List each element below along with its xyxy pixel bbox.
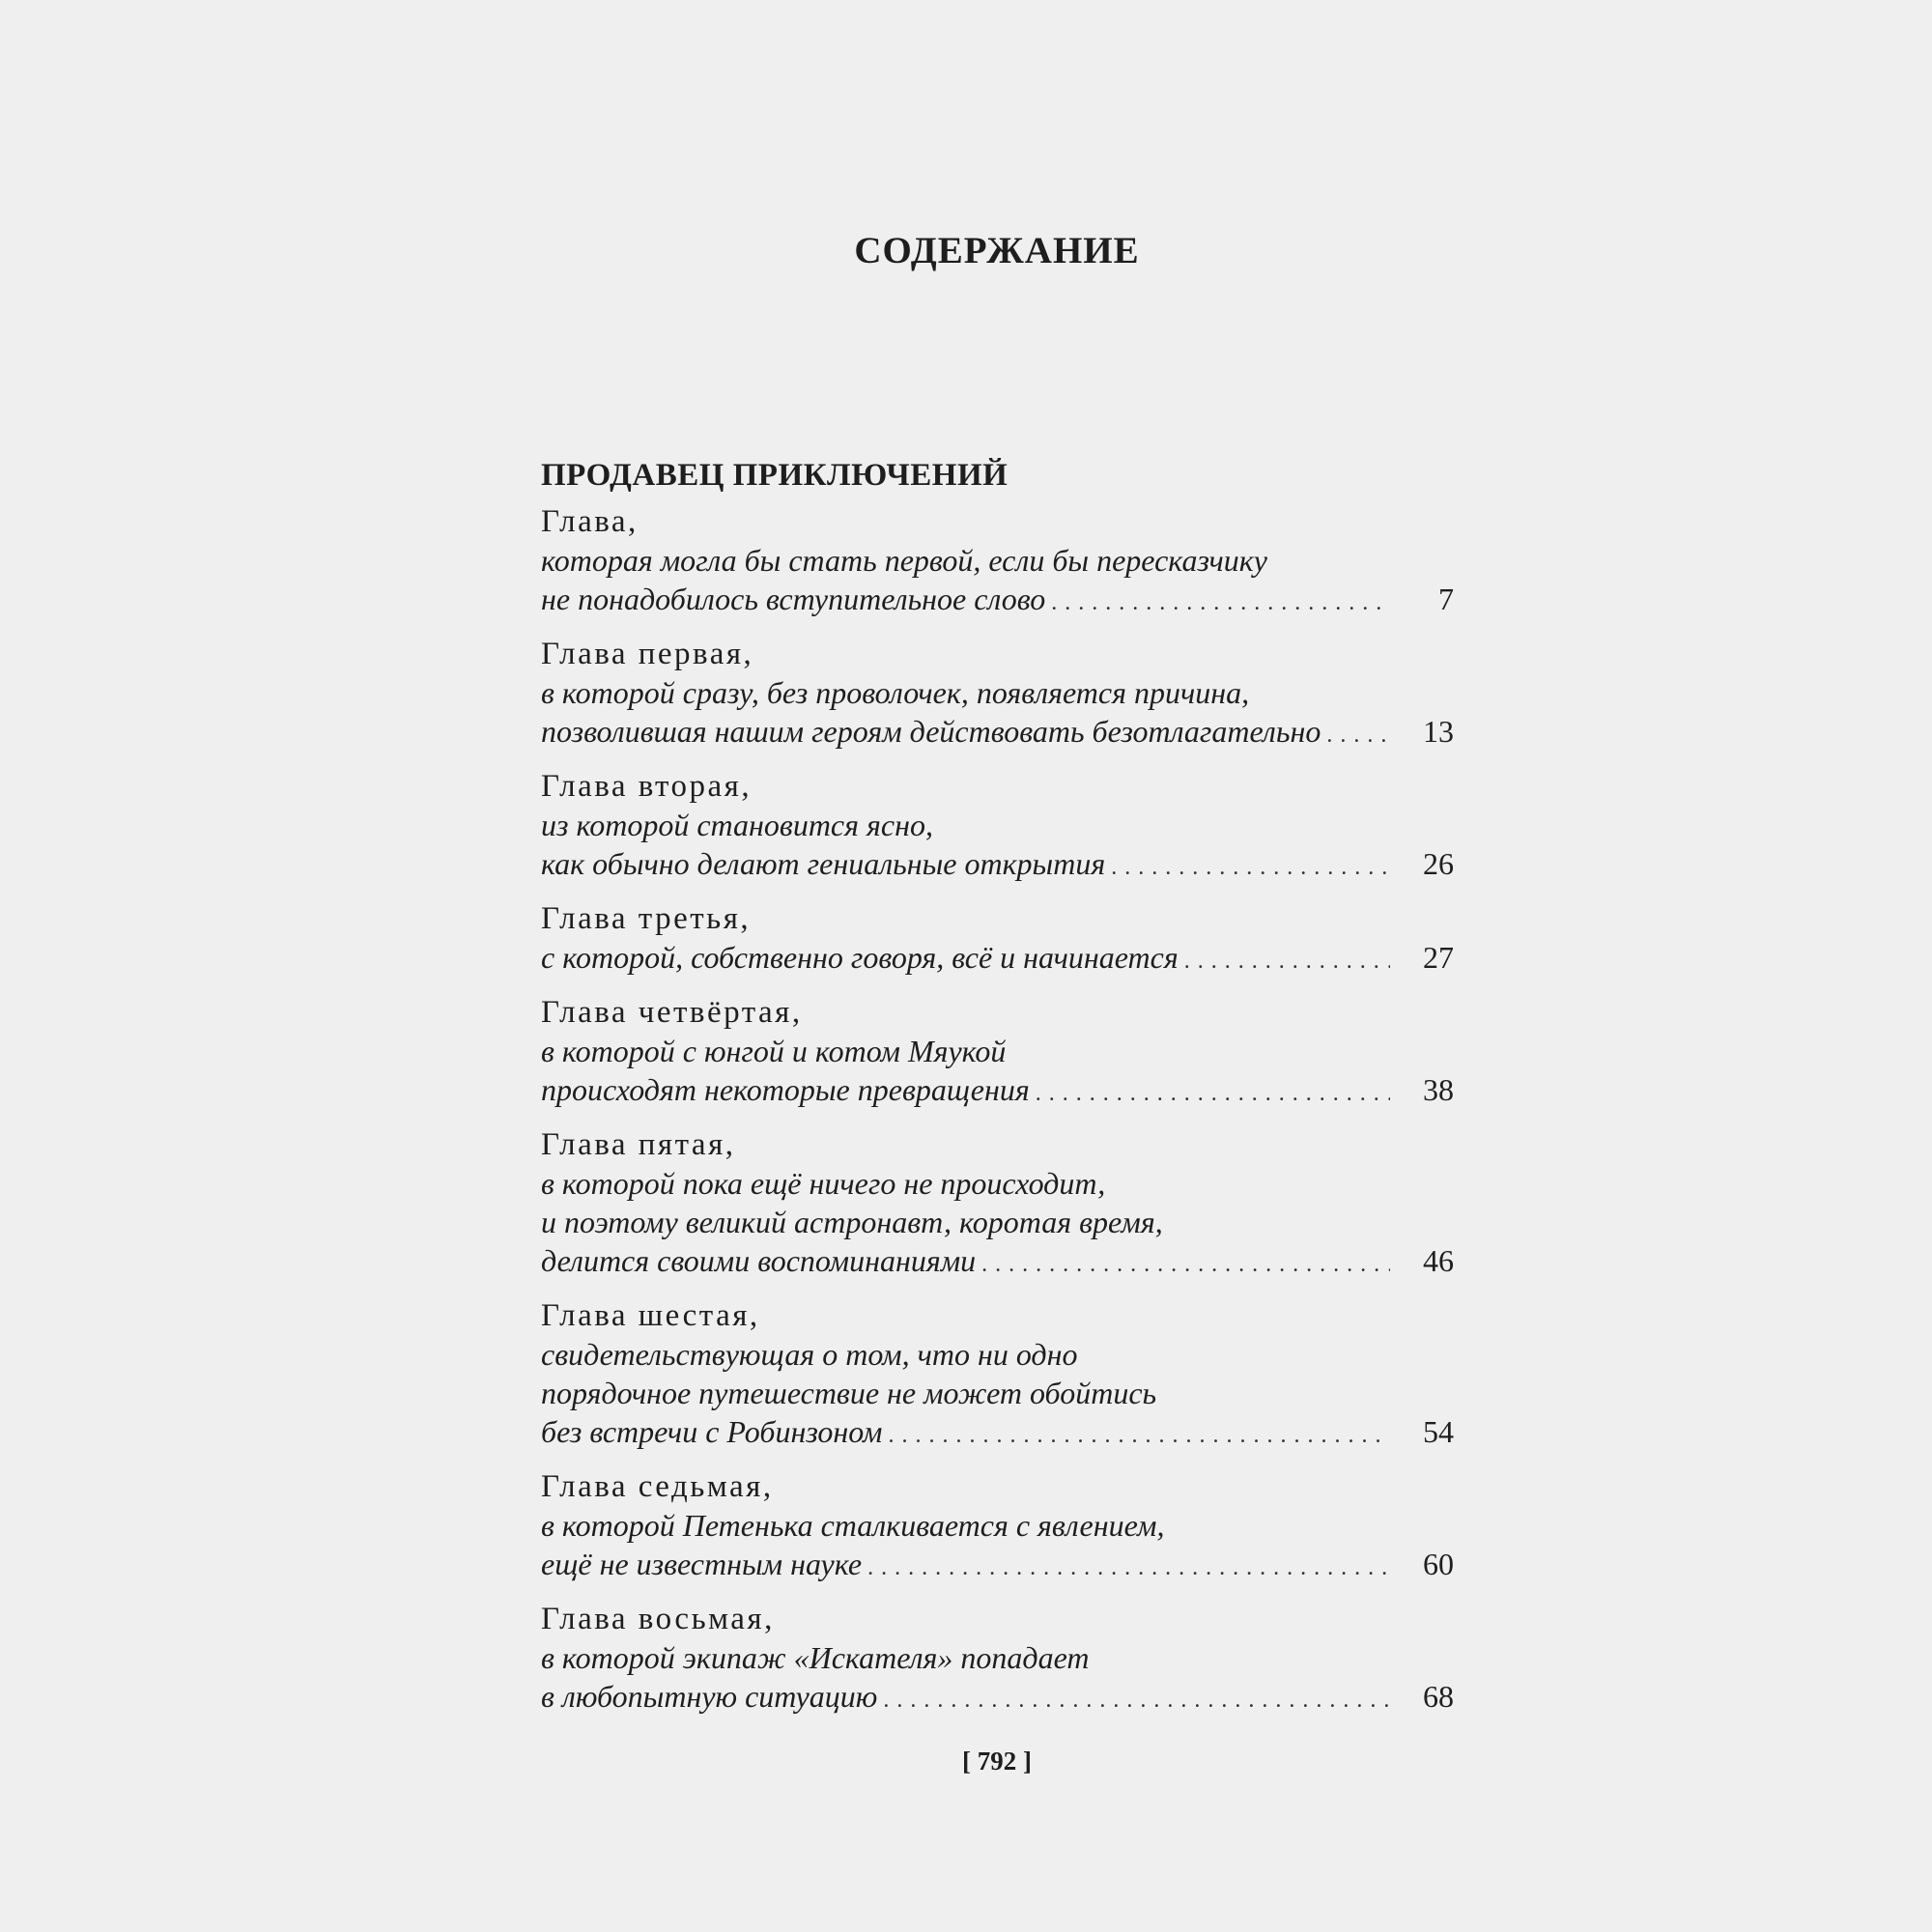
chapter-name: Глава четвёртая, (541, 995, 803, 1030)
table-of-contents (541, 454, 1454, 1732)
toc-entry[interactable] (541, 1600, 1454, 1719)
dot-leader (1184, 942, 1390, 980)
chapter-name: Глава вторая, (541, 769, 753, 804)
chapter-description-line: с которой, собственно говоря, всё и начинается (541, 940, 1179, 975)
chapter-description-line: не понадобилось вступительное слово (541, 582, 1046, 616)
chapter-last-line (541, 580, 1454, 622)
section-title: ПРОДАВЕЦ ПРИКЛЮЧЕНИЙ (541, 458, 1009, 493)
chapter-name: Глава седьмая, (541, 1469, 774, 1504)
toc-entry[interactable] (541, 1296, 1454, 1455)
chapter-description-line: ещё не известным науке (541, 1547, 863, 1581)
dot-leader (1036, 1074, 1390, 1113)
chapter-description-line: происходят некоторые превращения (541, 1072, 1030, 1107)
chapter-name: Глава первая, (541, 637, 754, 671)
chapter-description-line: позволившая нашим героям действовать безотлагательно (541, 714, 1321, 749)
page-number-folio: [ 792 ] (962, 1747, 1032, 1776)
toc-entry[interactable] (541, 767, 1454, 887)
toc-entry[interactable] (541, 635, 1454, 754)
page-number: 7 (1438, 582, 1454, 616)
chapter-description-line: в которой сразу, без проволочек, появляется причина, (541, 675, 1250, 710)
page-number: 46 (1423, 1243, 1454, 1278)
toc-entry[interactable] (541, 502, 1454, 622)
chapter-name: Глава, (541, 504, 639, 539)
chapter-last-line (541, 1070, 1454, 1113)
chapter-description-line: свидетельствующая о том, что ни одно (541, 1337, 1078, 1372)
dot-leader (888, 1416, 1390, 1455)
chapter-last-line (541, 712, 1454, 754)
toc-entry[interactable] (541, 1467, 1454, 1587)
chapter-description-line: и поэтому великий астронавт, коротая время, (541, 1205, 1163, 1239)
chapter-description-line: в которой с юнгой и котом Мяукой (541, 1034, 1007, 1068)
dot-leader (883, 1681, 1390, 1719)
chapter-description-line: делится своими воспоминаниями (541, 1243, 977, 1278)
page-number: 54 (1423, 1414, 1454, 1449)
chapter-last-line (541, 1241, 1454, 1284)
dot-leader (981, 1245, 1390, 1284)
toc-entry[interactable] (541, 993, 1454, 1113)
dot-leader (867, 1548, 1390, 1587)
chapter-description-line: в любопытную ситуацию (541, 1679, 878, 1714)
chapter-description-line: без встречи с Робинзоном (541, 1414, 883, 1449)
chapter-last-line (541, 938, 1454, 980)
toc-entry[interactable] (541, 1125, 1454, 1284)
chapter-name: Глава шестая, (541, 1298, 760, 1333)
chapter-description-line: порядочное путешествие не может обойтись (541, 1376, 1157, 1410)
chapter-description-line: в которой пока ещё ничего не происходит, (541, 1166, 1106, 1201)
chapter-name: Глава пятая, (541, 1127, 736, 1162)
chapter-description-line: в которой экипаж «Искателя» попадает (541, 1640, 1090, 1675)
page-number: 26 (1423, 846, 1454, 881)
page-title: СОДЕРЖАНИЕ (854, 230, 1140, 271)
chapter-last-line (541, 1412, 1454, 1455)
chapter-name: Глава третья, (541, 901, 752, 936)
chapter-last-line (541, 1677, 1454, 1719)
chapter-description-line: из которой становится ясно, (541, 808, 933, 842)
page-number: 38 (1423, 1072, 1454, 1107)
dot-leader (1111, 848, 1390, 887)
page-number: 60 (1423, 1547, 1454, 1581)
page-number: 68 (1423, 1679, 1454, 1714)
page-number: 13 (1423, 714, 1454, 749)
chapter-description-line: в которой Петенька сталкивается с явлением, (541, 1508, 1165, 1543)
toc-entries (541, 502, 1454, 1719)
chapter-last-line (541, 844, 1454, 887)
chapter-description-line: которая могла бы стать первой, если бы пересказчику (541, 543, 1267, 578)
toc-entry[interactable] (541, 899, 1454, 980)
dot-leader (1326, 716, 1390, 754)
page-number: 27 (1423, 940, 1454, 975)
chapter-description-line: как обычно делают гениальные открытия (541, 846, 1106, 881)
chapter-last-line (541, 1545, 1454, 1587)
dot-leader (1051, 583, 1390, 622)
chapter-name: Глава восьмая, (541, 1602, 775, 1636)
